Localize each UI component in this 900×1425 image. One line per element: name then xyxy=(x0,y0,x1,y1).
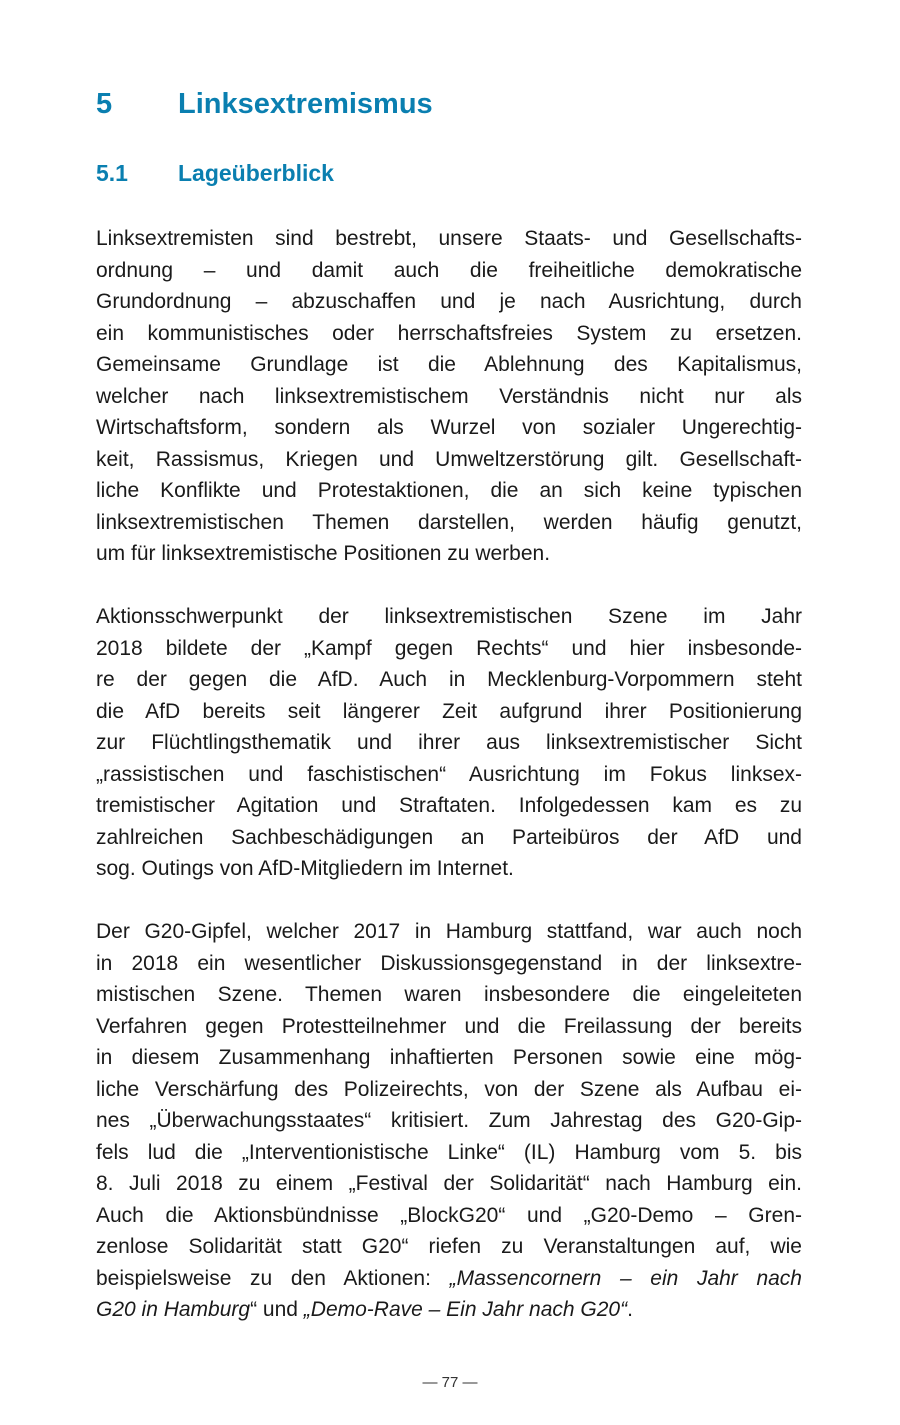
chapter-heading xyxy=(96,88,433,121)
text-line: „rassistischen und faschistischen“ Ausrichtung im Fokus linksex- xyxy=(96,762,802,786)
text-line: linksextremistischen Themen darstellen, werden häufig genutzt, xyxy=(96,510,802,534)
section-heading xyxy=(96,160,334,187)
text-line: re der gegen die AfD. Auch in Mecklenburg-Vorpommern steht xyxy=(96,668,802,691)
chapter-number: 5 xyxy=(96,88,113,120)
text-segment: “ und xyxy=(250,1298,304,1321)
paragraph xyxy=(96,601,802,885)
section-title: Lageüberblick xyxy=(178,160,334,186)
text-line: sog. Outings von AfD-Mitgliedern im Internet. xyxy=(96,857,514,880)
text-line: 8. Juli 2018 zu einem „Festival der Solidarität“ nach Hamburg ein. xyxy=(96,1172,802,1195)
text-line: Aktionsschwerpunkt der linksextremistischen Szene im Jahr xyxy=(96,605,802,628)
text-line: Der G20-Gipfel, welcher 2017 in Hamburg stattfand, war auch noch xyxy=(96,920,802,943)
text-line: keit, Rassismus, Kriegen und Umweltzerstörung gilt. Gesellschaft- xyxy=(96,447,802,471)
text-line: tremistischer Agitation und Straftaten. Infolgedessen kam es zu xyxy=(96,794,802,817)
text-line: Grundordnung – abzuschaffen und je nach Ausrichtung, durch xyxy=(96,290,802,313)
text-segment: beispielsweise zu den Aktionen: xyxy=(96,1266,450,1290)
paragraph xyxy=(96,223,802,570)
body-text xyxy=(96,223,802,1357)
text-line: Verfahren gegen Protestteilnehmer und die Freilassung der bereits xyxy=(96,1014,802,1038)
text-line: in diesem Zusammenhang inhaftierten Personen sowie eine mög- xyxy=(96,1046,802,1069)
text-line: liche Konflikte und Protestaktionen, die an sich keine typischen xyxy=(96,479,802,502)
text-line: ein kommunistisches oder herrschaftsfreies System zu ersetzen. xyxy=(96,321,802,345)
text-line: welcher nach linksextremistischem Verständnis nicht nur als xyxy=(96,384,802,408)
italic-text: „Demo-Rave – Ein Jahr nach G20“ xyxy=(303,1298,628,1321)
text-segment: . xyxy=(627,1298,633,1321)
text-line: zur Flüchtlingsthematik und ihrer aus linksextremistischer Sicht xyxy=(96,731,802,754)
paragraph xyxy=(96,916,802,1326)
text-line: Linksextremisten sind bestrebt, unsere Staats- und Gesellschafts- xyxy=(96,227,802,250)
text-line xyxy=(96,1263,802,1295)
text-line: die AfD bereits seit längerer Zeit aufgrund ihrer Positionierung xyxy=(96,699,802,723)
text-line: fels lud die „Interventionistische Linke“ (IL) Hamburg vom 5. bis xyxy=(96,1140,802,1164)
text-line: zenlose Solidarität statt G20“ riefen zu Veranstaltungen auf, wie xyxy=(96,1235,802,1258)
section-number: 5.1 xyxy=(96,160,128,186)
italic-text: „Massencornern – ein Jahr nach xyxy=(449,1266,802,1290)
text-line: Gemeinsame Grundlage ist die Ablehnung des Kapitalismus, xyxy=(96,353,802,376)
text-line xyxy=(96,1294,802,1326)
text-line: in 2018 ein wesentlicher Diskussionsgegenstand in der linksextre- xyxy=(96,951,802,975)
text-line: mistischen Szene. Themen waren insbesondere die eingeleiteten xyxy=(96,983,802,1006)
text-line: 2018 bildete der „Kampf gegen Rechts“ und hier insbesonde- xyxy=(96,636,802,660)
text-line: ordnung – und damit auch die freiheitliche demokratische xyxy=(96,258,802,282)
page-number: — 77 — xyxy=(422,1374,478,1391)
italic-text: G20 in Hamburg xyxy=(96,1298,251,1321)
text-line: Auch die Aktionsbündnisse „BlockG20“ und „G20-Demo – Gren- xyxy=(96,1203,802,1227)
text-line: nes „Überwachungsstaates“ kritisiert. Zum Jahrestag des G20-Gip- xyxy=(96,1109,802,1132)
text-line: Wirtschaftsform, sondern als Wurzel von sozialer Ungerechtig- xyxy=(96,416,802,439)
text-line: um für linksextremistische Positionen zu werben. xyxy=(96,542,551,565)
chapter-title: Linksextremismus xyxy=(178,88,433,120)
text-line: zahlreichen Sachbeschädigungen an Parteibüros der AfD und xyxy=(96,825,802,849)
text-line: liche Verschärfung des Polizeirechts, von der Szene als Aufbau ei- xyxy=(96,1077,802,1101)
